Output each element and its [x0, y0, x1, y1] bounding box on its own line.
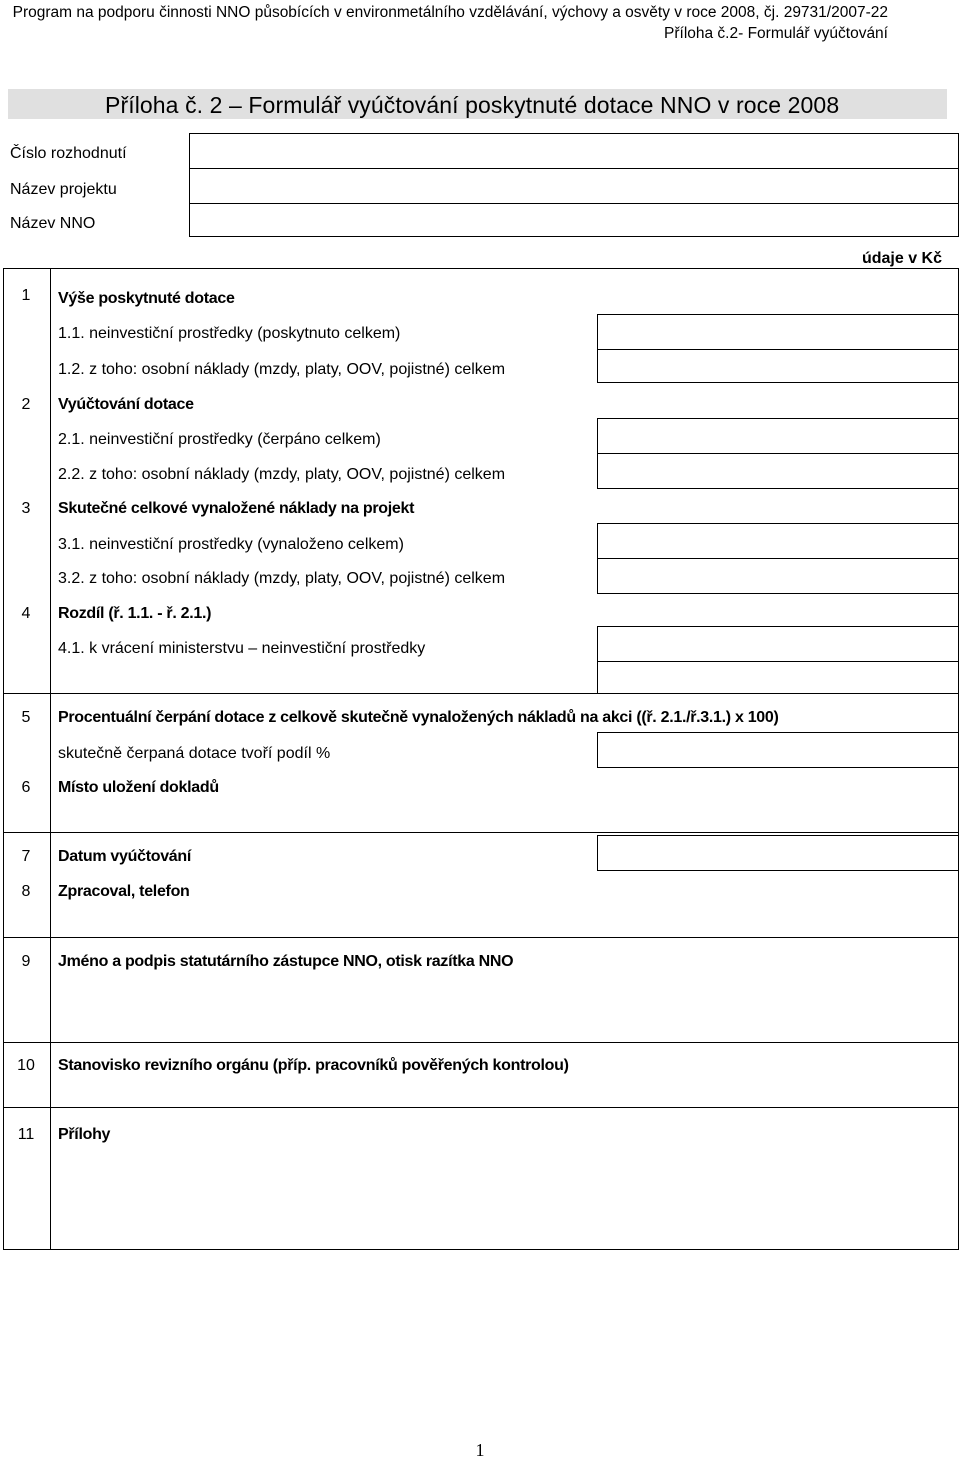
row-4-1-value[interactable] [597, 626, 959, 662]
annex-header: Příloha č.2- Formulář vyúčtování [664, 25, 888, 42]
number-column-divider [50, 1107, 51, 1250]
program-header: Program na podporu činnosti NNO působících v environmetálního vzdělávání, výchovy a osvěty v roce 2008, čj. 29731/2007-22 [12, 4, 888, 21]
row-3-1-value[interactable] [597, 523, 959, 559]
row-1-2-value[interactable] [597, 349, 959, 383]
number-column-divider [50, 268, 51, 694]
section-2-number: 2 [21, 396, 31, 413]
number-column-divider [50, 1042, 51, 1108]
section-3-label: Skutečné celkové vynaložené náklady na projekt [58, 500, 415, 517]
page-number: 1 [475, 1440, 485, 1460]
nno-name-label: Název NNO [10, 215, 96, 232]
section-4-number: 4 [21, 605, 31, 622]
section-frame-11 [3, 1107, 959, 1250]
project-name-field[interactable] [189, 168, 959, 204]
row-3-2-label: 3.2. z toho: osobní náklady (mzdy, platy, OOV, pojistné) celkem [58, 570, 506, 587]
section-5-label: Procentuální čerpání dotace z celkově skutečně vynaložených nákladů na akci ((ř. 2.1./ř.3.1.) x 100) [58, 709, 779, 726]
section-5-number: 5 [21, 709, 31, 726]
row-5-1-label: skutečně čerpaná dotace tvoří podíl % [58, 745, 331, 762]
row-1-2-label: 1.2. z toho: osobní náklady (mzdy, platy, OOV, pojistné) celkem [58, 361, 506, 378]
row-1-1-value[interactable] [597, 314, 959, 350]
form-title: Příloha č. 2 – Formulář vyúčtování poskytnuté dotace NNO v roce 2008 [105, 92, 840, 118]
nno-name-field[interactable] [189, 203, 959, 237]
section-3-number: 3 [21, 500, 31, 517]
section-frame-10 [3, 1042, 959, 1108]
section-1-label: Výše poskytnuté dotace [58, 290, 235, 307]
row-4-1-label: 4.1. k vrácení ministerstvu – neinvestiční prostředky [58, 640, 426, 657]
section-10-number: 10 [17, 1057, 35, 1074]
row-2-2-label: 2.2. z toho: osobní náklady (mzdy, platy, OOV, pojistné) celkem [58, 466, 506, 483]
section-11-label: Přílohy [58, 1126, 111, 1143]
section-9-label: Jméno a podpis statutárního zástupce NNO, otisk razítka NNO [58, 953, 514, 970]
number-column-divider [50, 937, 51, 1043]
number-column-divider [50, 832, 51, 938]
section-11-number: 11 [17, 1126, 35, 1143]
row-2-1-value[interactable] [597, 418, 959, 454]
section-7-label: Datum vyúčtování [58, 848, 192, 865]
row-1-1-label: 1.1. neinvestiční prostředky (poskytnuto celkem) [58, 325, 401, 342]
decision-number-field[interactable] [189, 133, 959, 169]
project-name-label: Název projektu [10, 181, 117, 198]
section-8-number: 8 [21, 883, 31, 900]
row-4-2-value[interactable] [597, 661, 959, 694]
row-2-1-label: 2.1. neinvestiční prostředky (čerpáno celkem) [58, 431, 381, 448]
section-2-label: Vyúčtování dotace [58, 396, 194, 413]
section-10-label: Stanovisko revizního orgánu (příp. pracovníků pověřených kontrolou) [58, 1057, 569, 1074]
section-9-number: 9 [21, 953, 31, 970]
section-7-number: 7 [21, 848, 31, 865]
units-note: údaje v Kč [861, 250, 942, 267]
section-4-label: Rozdíl (ř. 1.1. - ř. 2.1.) [58, 605, 212, 622]
section-6-number: 6 [21, 779, 31, 796]
row-3-2-value[interactable] [597, 558, 959, 594]
decision-number-label: Číslo rozhodnutí [10, 145, 127, 162]
row-2-2-value[interactable] [597, 453, 959, 489]
section-8-label: Zpracoval, telefon [58, 883, 190, 900]
row-7-value[interactable] [597, 835, 959, 871]
section-1-number: 1 [21, 287, 31, 304]
row-3-1-label: 3.1. neinvestiční prostředky (vynaloženo celkem) [58, 536, 404, 553]
row-5-1-value[interactable] [597, 732, 959, 768]
number-column-divider [50, 693, 51, 833]
section-6-label: Místo uložení dokladů [58, 779, 219, 796]
